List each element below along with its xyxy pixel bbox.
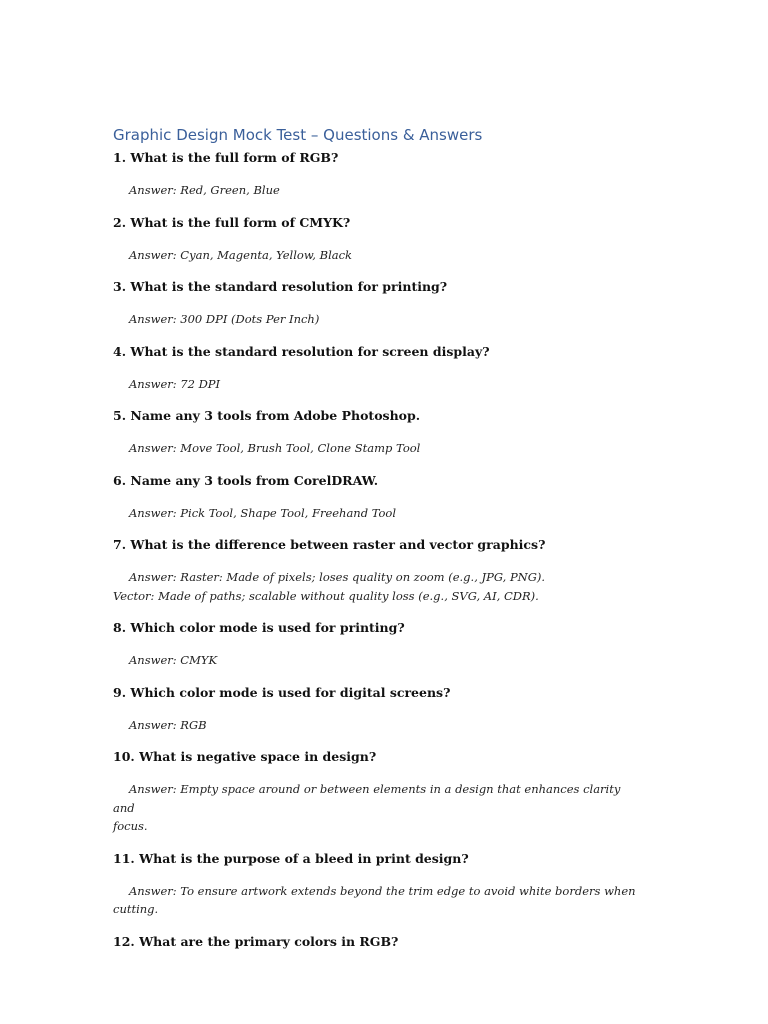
answer-line: Answer: To ensure artwork extends beyond the trim edge to avoid white borders when	[129, 883, 636, 898]
qa-list	[113, 149, 643, 965]
question-11: 11. What is the purpose of a bleed in print design?	[113, 850, 469, 866]
answer-2	[113, 246, 643, 265]
question-7: 7. What is the difference between raster and vector graphics?	[113, 537, 546, 552]
qa-item-11	[113, 850, 643, 919]
question-3: 3. What is the standard resolution for printing?	[113, 279, 448, 294]
answer-1	[113, 181, 643, 200]
qa-item-7	[113, 536, 643, 605]
qa-item-5	[113, 407, 643, 458]
answer-line: Answer: Red, Green, Blue	[129, 183, 280, 197]
answer-line: Answer: RGB	[129, 717, 207, 732]
question-12: 12. What are the primary colors in RGB?	[113, 933, 399, 949]
answer-6	[113, 504, 643, 523]
answer-line: Answer: Move Tool, Brush Tool, Clone Stamp Tool	[129, 441, 421, 455]
answer-10	[113, 780, 643, 836]
question-1: 1. What is the full form of RGB?	[113, 150, 339, 165]
question-4: 4. What is the standard resolution for screen display?	[113, 343, 490, 359]
answer-5	[113, 439, 643, 458]
answer-line: Answer: 300 DPI (Dots Per Inch)	[129, 312, 320, 326]
question-6: 6. Name any 3 tools from CorelDRAW.	[113, 472, 379, 488]
answer-line: Vector: Made of paths; scalable without quality loss (e.g., SVG, AI, CDR).	[113, 588, 539, 603]
answer-line: Answer: 72 DPI	[129, 376, 221, 391]
question-10: 10. What is negative space in design?	[113, 749, 377, 764]
answer-line: cutting.	[113, 902, 159, 916]
answer-9	[113, 716, 643, 735]
answer-11	[113, 882, 643, 919]
qa-item-6	[113, 472, 643, 523]
qa-item-4	[113, 343, 643, 394]
qa-item-1	[113, 149, 643, 200]
answer-line: Answer: Empty space around or between elements in a design that enhances clarity and	[113, 782, 621, 815]
question-9: 9. Which color mode is used for digital screens?	[113, 684, 451, 700]
answer-line: Answer: Cyan, Magenta, Yellow, Black	[129, 247, 353, 262]
question-5: 5. Name any 3 tools from Adobe Photoshop.	[113, 408, 421, 423]
question-2: 2. What is the full form of CMYK?	[113, 214, 351, 230]
answer-4	[113, 375, 643, 394]
answer-8	[113, 651, 643, 670]
qa-item-10	[113, 748, 643, 836]
question-8: 8. Which color mode is used for printing?	[113, 620, 405, 635]
qa-item-2	[113, 214, 643, 265]
qa-item-12	[113, 933, 643, 951]
answer-line: Answer: Raster: Made of pixels; loses quality on zoom (e.g., JPG, PNG).	[129, 570, 546, 584]
qa-item-3	[113, 278, 643, 329]
answer-line: Answer: Pick Tool, Shape Tool, Freehand Tool	[129, 505, 397, 520]
document-title: Graphic Design Mock Test – Questions & Answers	[113, 126, 483, 144]
answer-7	[113, 568, 643, 605]
qa-item-9	[113, 684, 643, 735]
answer-line: focus.	[113, 819, 148, 833]
answer-3	[113, 310, 643, 329]
qa-item-8	[113, 619, 643, 670]
answer-line: Answer: CMYK	[129, 653, 218, 667]
